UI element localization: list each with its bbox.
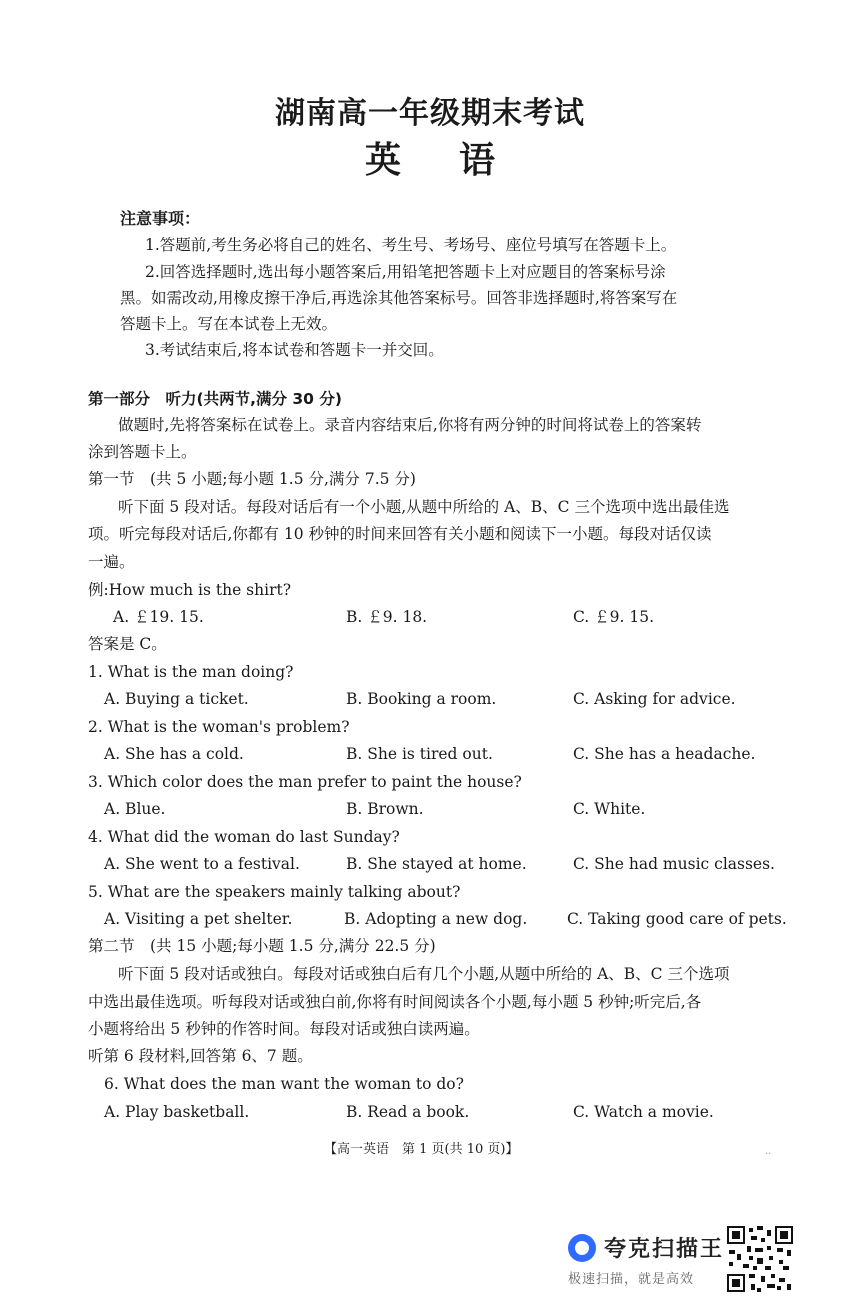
notice-item: 2.回答选择题时,选出每小题答案后,用铅笔把答题卡上对应题目的答案标号涂: [145, 263, 666, 281]
part1-intro: 做题时,先将答案标在试卷上。录音内容结束后,你将有两分钟的时间将试卷上的答案转: [118, 416, 702, 434]
notice-heading: 注意事项：: [120, 209, 201, 228]
question-option: C. White.: [573, 800, 646, 818]
scanner-tagline: 极速扫描，就是高效: [568, 1272, 695, 1287]
subject-title: 英语: [364, 140, 553, 181]
part1-intro: 涂到答题卡上。: [88, 443, 197, 461]
part1-heading: 第一部分 听力(共两节,满分 30 分): [88, 390, 342, 408]
question: 3. Which color does the man prefer to paint the house?: [88, 773, 522, 791]
section2-instruction: 中选出最佳选项。听每段对话或独白前,你将有时间阅读各个小题,每小题 5 秒钟;听完后,各: [88, 993, 702, 1011]
question-option: A. Visiting a pet shelter.: [104, 910, 293, 928]
quark-logo-icon: [568, 1234, 596, 1262]
notice-item: 黑。如需改动,用橡皮擦干净后,再选涂其他答案标号。回答非选择题时,将答案写在: [120, 289, 678, 307]
question-option: A. Play basketball.: [104, 1103, 250, 1121]
question-option: A. Blue.: [104, 800, 166, 818]
scanner-watermark: [568, 1226, 728, 1296]
question-option: C. Asking for advice.: [573, 690, 736, 708]
section1-instruction: 一遍。: [88, 553, 135, 571]
question-option: B. Brown.: [346, 800, 424, 818]
question-option: C. She has a headache.: [573, 745, 756, 763]
question: 5. What are the speakers mainly talking about?: [88, 883, 461, 901]
question: 1. What is the man doing?: [88, 663, 294, 681]
question-option: C. Watch a movie.: [573, 1103, 714, 1121]
qr-code-icon: [727, 1226, 793, 1292]
example-question: 例:How much is the shirt?: [88, 581, 292, 599]
scan-dots: ..: [765, 1146, 772, 1157]
section2-heading: 第二节 (共 15 小题;每小题 1.5 分,满分 22.5 分): [88, 937, 436, 955]
question-option: A. She went to a festival.: [104, 855, 300, 873]
example-option: B. ￡9. 18.: [346, 608, 428, 626]
notice-item: 3.考试结束后,将本试卷和答题卡一并交回。: [145, 341, 444, 359]
question-option: B. She stayed at home.: [346, 855, 527, 873]
notice-item: 1.答题前,考生务必将自己的姓名、考生号、考场号、座位号填写在答题卡上。: [145, 236, 677, 254]
page-footer: 【高一英语 第 1 页(共 10 页)】: [324, 1142, 519, 1157]
section2-instruction: 听下面 5 段对话或独白。每段对话或独白后有几个小题,从题中所给的 A、B、C 三个选项: [118, 965, 730, 983]
question-option: C. Taking good care of pets.: [567, 910, 787, 928]
example-option: C. ￡9. 15.: [573, 608, 655, 626]
question: 2. What is the woman's problem?: [88, 718, 350, 736]
section2-instruction: 小题将给出 5 秒钟的作答时间。每段对话或独白读两遍。: [88, 1020, 480, 1038]
example-option: A. ￡19. 15.: [113, 608, 204, 626]
question-option: B. Read a book.: [346, 1103, 470, 1121]
section1-heading: 第一节 (共 5 小题;每小题 1.5 分,满分 7.5 分): [88, 470, 416, 488]
exam-title: 湖南高一年级期末考试: [275, 96, 585, 131]
question-option: A. Buying a ticket.: [104, 690, 249, 708]
question-option: B. She is tired out.: [346, 745, 493, 763]
question-option: B. Booking a room.: [346, 690, 497, 708]
question-option: C. She had music classes.: [573, 855, 775, 873]
section1-instruction: 听下面 5 段对话。每段对话后有一个小题,从题中所给的 A、B、C 三个选项中选出最佳选: [118, 498, 730, 516]
question-option: A. She has a cold.: [104, 745, 244, 763]
question-option: B. Adopting a new dog.: [344, 910, 528, 928]
notice-item: 答题卡上。写在本试卷上无效。: [120, 315, 338, 333]
question: 4. What did the woman do last Sunday?: [88, 828, 400, 846]
section1-instruction: 项。听完每段对话后,你都有 10 秒钟的时间来回答有关小题和阅读下一小题。每段对话仅读: [88, 525, 712, 543]
material-note: 听第 6 段材料,回答第 6、7 题。: [88, 1047, 313, 1065]
scanner-brand: 夸克扫描王: [604, 1237, 725, 1262]
example-answer: 答案是 C。: [88, 635, 167, 653]
question: 6. What does the man want the woman to do?: [104, 1075, 464, 1093]
